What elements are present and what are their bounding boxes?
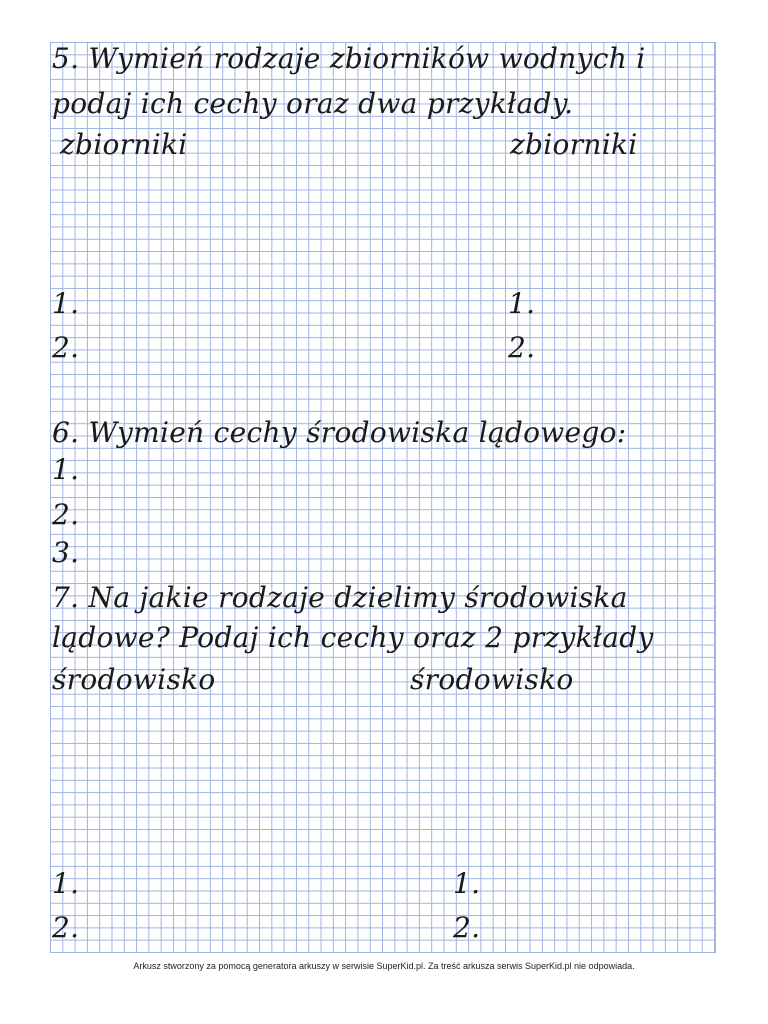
question-7-column-left-heading: środowisko	[52, 663, 216, 696]
question-6-item-1: 1.	[52, 453, 80, 486]
question-7-column-right-heading: środowisko	[410, 663, 574, 696]
question-7-right-item-1: 1.	[453, 867, 481, 900]
question-6-line-1: 6. Wymień cechy środowiska lądowego:	[52, 416, 627, 449]
question-7-right-item-2: 2.	[453, 911, 481, 944]
question-5-left-item-1: 1.	[52, 287, 80, 320]
question-5-line-2: podaj ich cechy oraz dwa przykłady.	[52, 87, 574, 120]
question-5-column-left-heading: zbiorniki	[60, 128, 188, 161]
question-7-line-2: lądowe? Podaj ich cechy oraz 2 przykłady	[52, 621, 654, 654]
question-7-line-1: 7. Na jakie rodzaje dzielimy środowiska	[52, 581, 628, 614]
question-7-left-item-2: 2.	[52, 911, 80, 944]
question-7-left-item-1: 1.	[52, 867, 80, 900]
question-5-right-item-2: 2.	[508, 331, 536, 364]
question-5-column-right-heading: zbiorniki	[510, 128, 638, 161]
question-5-right-item-1: 1.	[508, 287, 536, 320]
question-5-left-item-2: 2.	[52, 331, 80, 364]
graph-paper-grid	[50, 42, 716, 953]
question-5-line-1: 5. Wymień rodzaje zbiorników wodnych i	[52, 42, 646, 75]
footer-disclaimer: Arkusz stworzony za pomocą generatora arkuszy w serwisie SuperKid.pl. Za treść arkusza serwis SuperKid.pl nie odpowiada.	[133, 961, 635, 971]
question-6-item-2: 2.	[52, 498, 80, 531]
question-6-item-3: 3.	[52, 536, 80, 569]
